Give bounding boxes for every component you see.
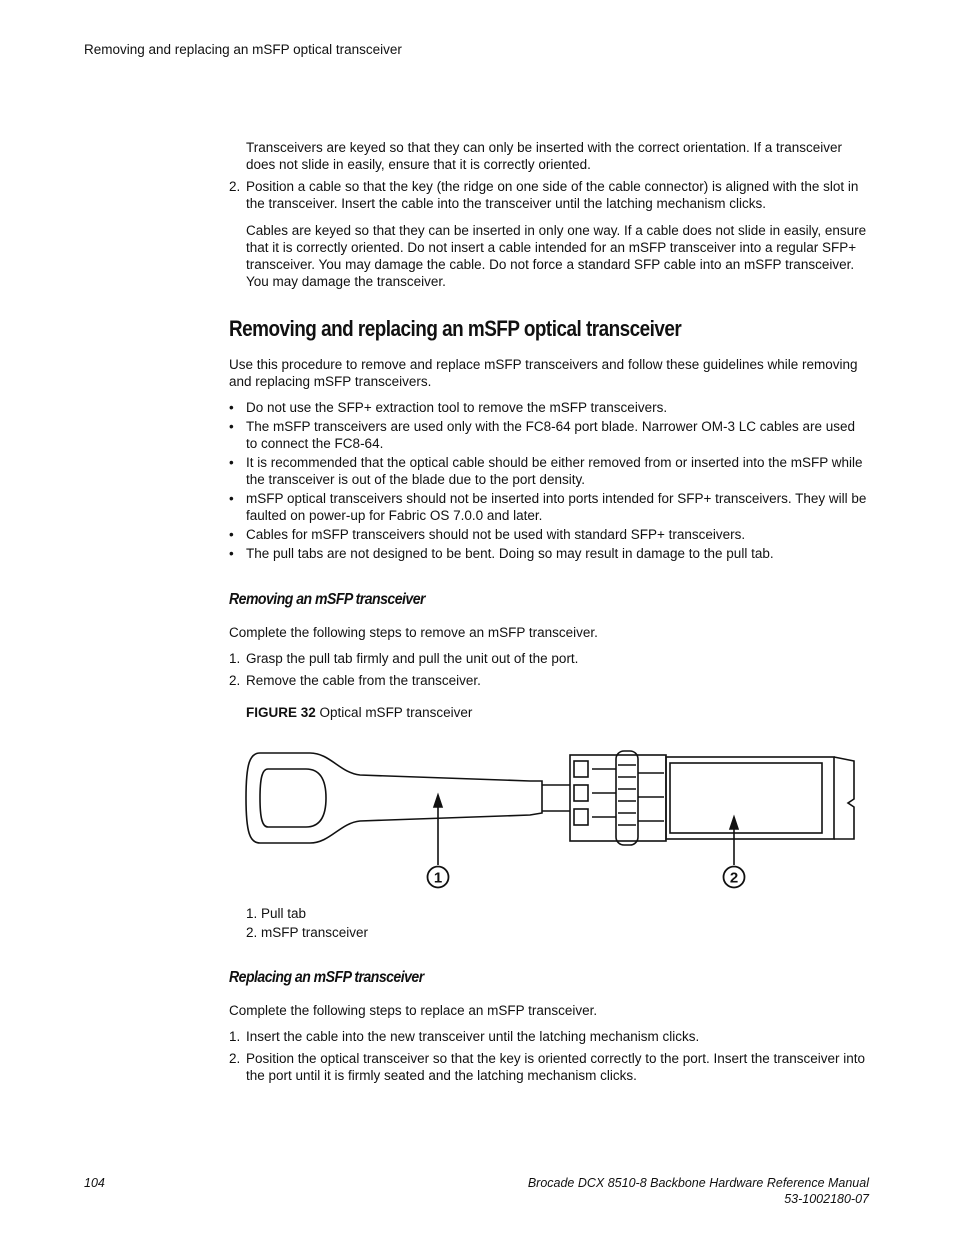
manual-title: Brocade DCX 8510-8 Backbone Hardware Reference Manual [527,1176,869,1190]
callout-2-label: 2 [729,869,739,887]
removing-steps [229,650,869,689]
document-number: 53-1002180-07 [784,1192,869,1206]
list-item: 1. Grasp the pull tab firmly and pull the unit out of the port. [229,651,579,666]
legend-item: 2. mSFP transceiver [246,925,369,940]
callout-2 [724,867,745,888]
list-item: • Cables for mSFP transceivers should not be used with standard SFP+ transceivers. [229,526,869,543]
page-number: 104 [84,1176,105,1190]
keyed-transceiver-note: Transceivers are keyed so that they can only be inserted with the correct orientation. If a transceiver does not slide in easily, ensure that it is correctly oriented. [246,140,843,172]
msfp-transceiver-figure [240,745,865,895]
replacing-intro: Complete the following steps to replace an mSFP transceiver. [229,1003,598,1018]
list-item: 1. Insert the cable into the new transceiver until the latching mechanism clicks. [229,1029,700,1044]
page-content-lower [229,905,869,1084]
keyed-cable-note: Cables are keyed so that they can be inserted in only one way. If a cable does not slide in easily, ensure that it is correctly oriented. Do not insert a cable intended for an mSFP transceiver into a regular SFP+ transceiver. You may damage the cable. Do not force a standard SFP cable into an mSFP transceiver. You may damage the transceiver. [246,223,867,289]
callout-arrows [434,795,738,865]
page-content [229,139,869,721]
list-item: • It is recommended that the optical cable should be either removed from or inserted into the mSFP while the transceiver is out of the blade due to the port density. [229,454,869,488]
list-item: 2. Remove the cable from the transceiver. [229,673,481,688]
list-item: 2. Position the optical transceiver so that the key is oriented correctly to the port. Insert the transceiver into the port until it is firmly seated and the latching mechanism clicks. [229,1051,866,1083]
figure-label: FIGURE 32 [246,705,316,720]
running-header: Removing and replacing an mSFP optical transceiver [84,42,402,57]
list-item: 2. Position a cable so that the key (the ridge on one side of the cable connector) is aligned with the slot in the transceiver. Insert the cable into the transceiver until the latching mechanism clicks. [229,179,859,211]
section-intro: Use this procedure to remove and replace mSFP transceivers and follow these guidelines while removing and replacing mSFP transceivers. [229,357,858,389]
guidelines-list [229,399,869,562]
section-title: Removing and replacing an mSFP optical transceiver [229,316,682,341]
legend-item: 1. Pull tab [246,906,307,921]
subsection-title-removing: Removing an mSFP transceiver [229,591,425,608]
intro-step-list [229,178,869,212]
list-item: • The pull tabs are not designed to be bent. Doing so may result in damage to the pull tab. [229,545,869,562]
subsection-title-replacing: Replacing an mSFP transceiver [229,969,424,986]
footer-document-info [528,1175,869,1207]
removing-intro: Complete the following steps to remove an mSFP transceiver. [229,625,598,640]
figure-legend [246,905,869,941]
list-item: • Do not use the SFP+ extraction tool to remove the mSFP transceivers. [229,399,869,416]
figure-title: Optical mSFP transceiver [319,705,473,720]
figure-caption [246,704,869,721]
pull-tab-drawing [246,753,570,843]
list-item: • mSFP optical transceivers should not be inserted into ports intended for SFP+ transceivers. They will be faulted on power-up for Fabric OS 7.0.0 and later. [229,490,869,524]
callout-1-label: 1 [433,869,443,887]
callout-1 [428,867,449,888]
replacing-steps [229,1028,869,1084]
transceiver-drawing [570,751,854,845]
list-item: • The mSFP transceivers are used only with the FC8-64 port blade. Narrower OM-3 LC cables are used to connect the FC8-64. [229,418,869,452]
